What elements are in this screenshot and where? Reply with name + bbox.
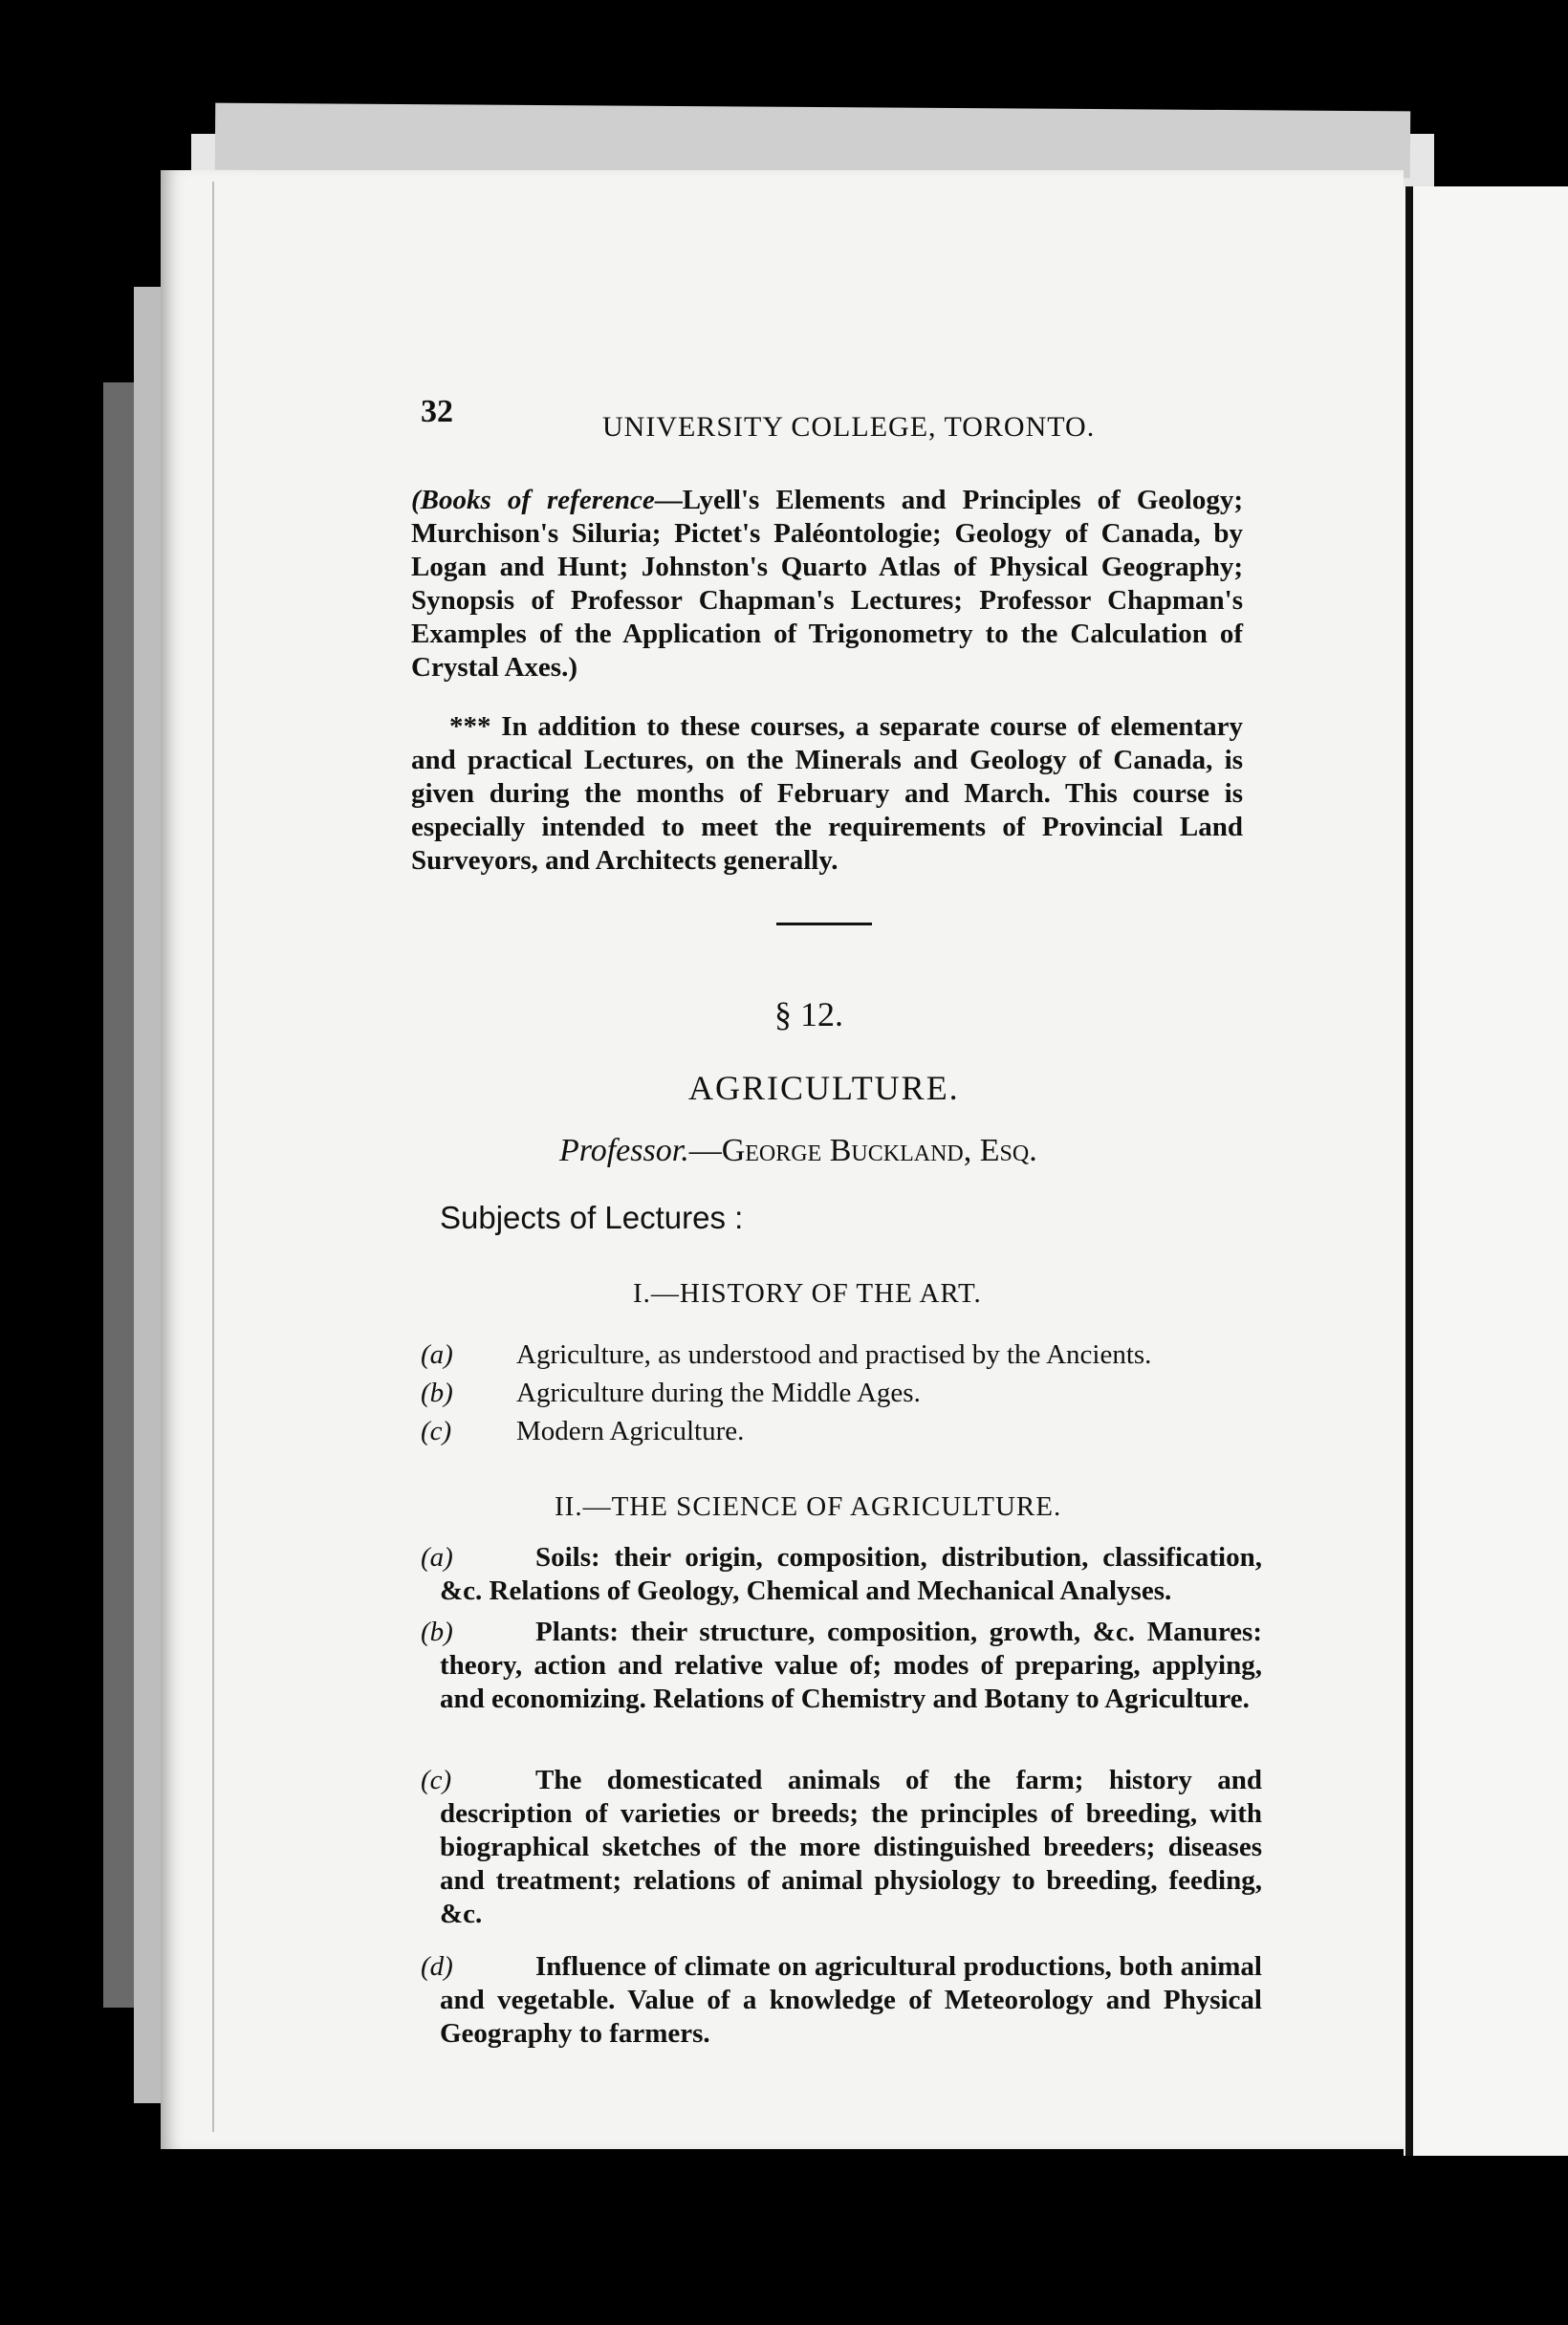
item-letter: (c) bbox=[421, 1416, 452, 1446]
professor-name: —George Buckland, Esq. bbox=[688, 1133, 1037, 1168]
books-text: —Lyell's Elements and Principles of Geology; Murchison's Siluria; Pictet's Paléontologie; Geology of Canada, by Logan and Hunt; Johnston's Quarto Atlas of Physical Geography; Synopsis of Professor Chapman's Lectures; Professor Chapman's Examples of the Application of Trigonometry to the Calculation of Crystal Axes.) bbox=[411, 485, 1243, 683]
running-title: UNIVERSITY COLLEGE, TORONTO. bbox=[602, 411, 1096, 443]
professor-label: Professor. bbox=[559, 1133, 689, 1168]
list-item bbox=[421, 1338, 1262, 1372]
item-letter: (c) bbox=[421, 1765, 452, 1795]
item-text: Modern Agriculture. bbox=[516, 1416, 745, 1446]
list-item bbox=[421, 1541, 1262, 1608]
part-heading: I.—HISTORY OF THE ART. bbox=[633, 1278, 982, 1309]
item-letter: (b) bbox=[421, 1378, 453, 1408]
item-text: Agriculture during the Middle Ages. bbox=[516, 1378, 921, 1408]
item-text: Soils: their origin, composition, distribution, classification, &c. Relations of Geology, Chemical and Mechanical Analyses. bbox=[440, 1542, 1262, 1606]
item-text: Influence of climate on agricultural productions, both animal and vegetable. Value of a knowledge of Meteorology and Physical Geography to farmers. bbox=[440, 1951, 1262, 2049]
course-note: *** In addition to these courses, a separate course of elementary and practical Lectures, on the Minerals and Geology of Canada, is given during the months of February and March. This course is especially intended to meet the requirements of Provincial Land Surveyors, and Architects generally. bbox=[411, 711, 1243, 876]
list-item bbox=[421, 1616, 1262, 1716]
list-item bbox=[421, 1415, 1262, 1448]
list-item bbox=[421, 1377, 1262, 1410]
section-title: AGRICULTURE. bbox=[688, 1069, 960, 1107]
item-letter: (d) bbox=[421, 1951, 453, 1982]
books-of-reference bbox=[411, 484, 1243, 684]
list-item bbox=[421, 1950, 1262, 2051]
section-divider bbox=[776, 923, 872, 925]
page-number: 32 bbox=[421, 394, 453, 429]
item-letter: (b) bbox=[421, 1617, 453, 1647]
item-letter: (a) bbox=[421, 1339, 453, 1370]
subjects-heading: Subjects of Lectures : bbox=[440, 1200, 744, 1235]
item-text: The domesticated animals of the farm; history and description of varieties or breeds; the principles of breeding, with biographical sketches of the more distinguished breeders; diseases and treatment; relations of animal physiology to breeding, feeding, &c. bbox=[440, 1765, 1262, 1929]
professor-line bbox=[559, 1133, 1037, 1169]
item-letter: (a) bbox=[421, 1542, 453, 1573]
section-number: § 12. bbox=[774, 995, 843, 1033]
part-heading: II.—THE SCIENCE OF AGRICULTURE. bbox=[555, 1491, 1062, 1522]
item-text: Agriculture, as understood and practised by the Ancients. bbox=[516, 1339, 1152, 1370]
list-item bbox=[421, 1764, 1262, 1931]
books-intro: (Books of reference bbox=[411, 485, 655, 515]
item-text: Plants: their structure, composition, growth, &c. Manures: theory, action and relative value of; modes of preparing, applying, and economizing. Relations of Chemistry and Botany to Agriculture. bbox=[440, 1617, 1262, 1714]
